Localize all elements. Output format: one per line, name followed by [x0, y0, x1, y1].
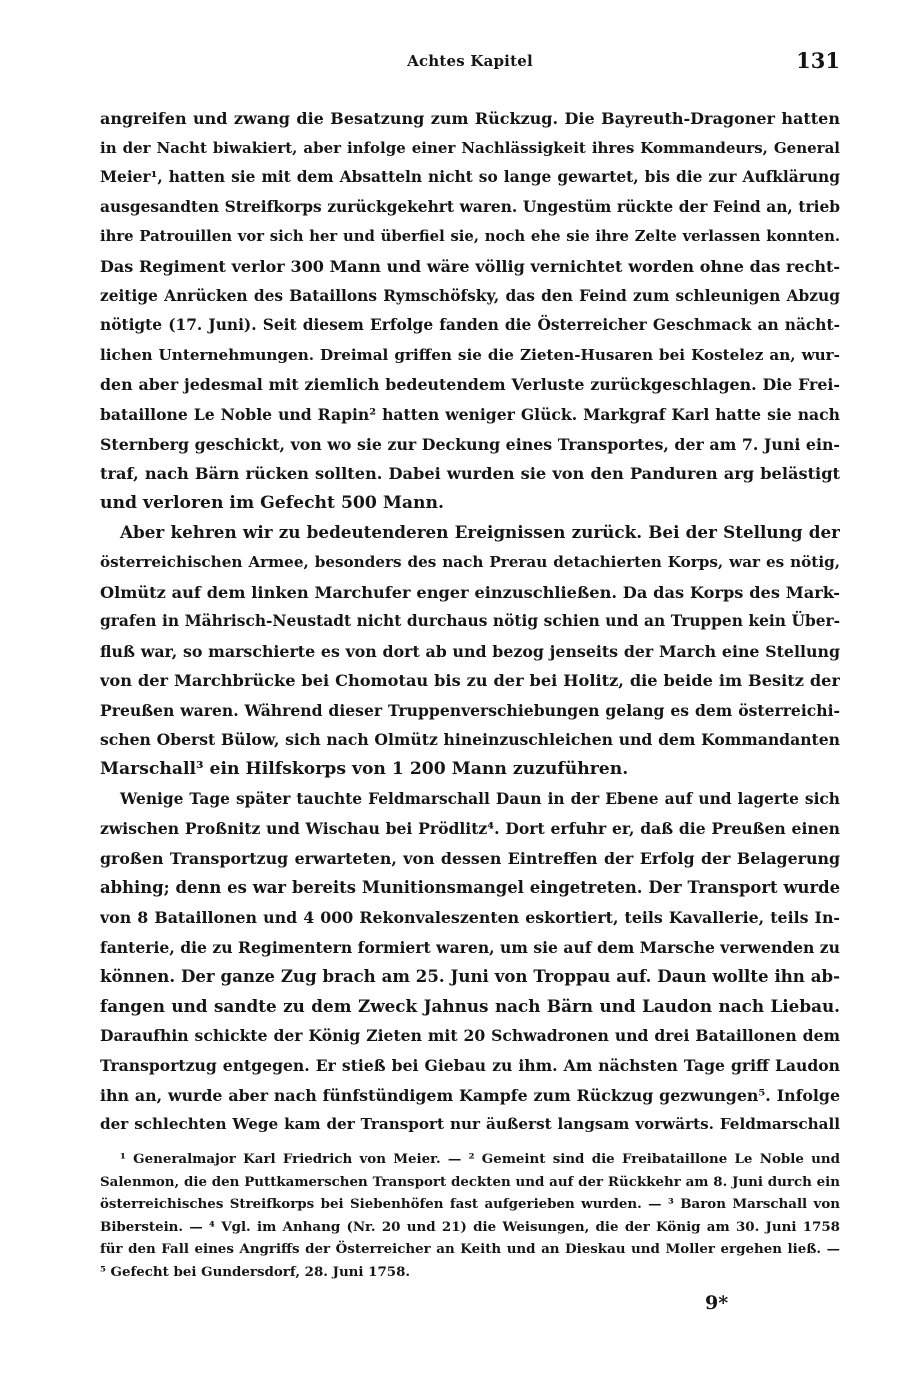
text-line: österreichischen Armee, besonders des nach Prerau detachierten Korps, war es nötig, — [100, 552, 840, 571]
text-line: Preußen waren. Während dieser Truppenverschiebungen gelang es dem österreichi- — [100, 700, 840, 720]
text-line: traf, nach Bärn rücken sollten. Dabei wurden sie von den Panduren arg belästigt — [100, 464, 840, 484]
text-line: Aber kehren wir zu bedeutenderen Ereignissen zurück. Bei der Stellung der — [120, 522, 840, 543]
footnote-line: Biberstein. — ⁴ Vgl. im Anhang (Nr. 20 und 21) die Weisungen, die der König am 30. Juni 1758 — [100, 1218, 840, 1235]
footnotes — [100, 1148, 840, 1284]
footnote-line: ¹ Generalmajor Karl Friedrich von Meier. — ² Gemeint sind die Freibataillone Le Noble und — [120, 1151, 840, 1167]
text-line: schen Oberst Bülow, sich nach Olmütz hineinzuschleichen und dem Kommandanten — [100, 730, 840, 750]
text-line: fanterie, die zu Regimentern formiert waren, um sie auf dem Marsche verwenden zu — [100, 937, 840, 957]
text-line: großen Transportzug erwarteten, von dessen Eintreffen der Erfolg der Belagerung — [100, 848, 840, 868]
text-line: von 8 Bataillonen und 4 000 Rekonvaleszenten eskortiert, teils Kavallerie, teils In- — [100, 908, 840, 928]
text-line: Sternberg geschickt, von wo sie zur Deckung eines Transportes, der am 7. Juni ein- — [100, 434, 840, 454]
text-line: Olmütz auf dem linken Marchufer enger einzuschließen. Da das Korps des Mark- — [100, 582, 840, 602]
text-line: angreifen und zwang die Besatzung zum Rückzug. Die Bayreuth-Dragoner hatten — [100, 109, 840, 128]
text-line: zeitige Anrücken des Bataillons Rymschöfsky, das den Feind zum schleunigen Abzug — [100, 286, 840, 305]
text-line: den aber jedesmal mit ziemlich bedeutendem Verluste zurückgeschlagen. Die Frei- — [100, 375, 840, 395]
text-line: abhing; denn es war bereits Munitionsmangel eingetreten. Der Transport wurde — [100, 878, 840, 898]
text-line: zwischen Proßnitz und Wischau bei Prödlitz⁴. Dort erfuhr er, daß die Preußen einen — [100, 819, 840, 839]
footnote-line: für den Fall eines Angriffs der Österreicher an Keith und an Dieskau und Moller ergehen ließ. — — [100, 1241, 840, 1258]
text-line: Das Regiment verlor 300 Mann und wäre völlig vernichtet worden ohne das recht- — [100, 256, 840, 276]
text-line: Daraufhin schickte der König Zieten mit 20 Schwadronen und drei Bataillonen dem — [100, 1026, 840, 1046]
text-line: fluß war, so marschierte es von dort ab und bezog jenseits der March eine Stellung — [100, 641, 840, 661]
page-number: 131 — [796, 48, 840, 73]
text-line: ihre Patrouillen vor sich her und überfiel sie, noch ehe sie ihre Zelte verlassen konnten. — [100, 228, 840, 246]
text-line: grafen in Mährisch-Neustadt nicht durchaus nötig schien und an Truppen kein Über- — [100, 612, 840, 631]
footnote-line: österreichisches Streifkorps bei Siebenhöfen fast aufgerieben wurden. — ³ Baron Marschall von — [100, 1196, 840, 1213]
printer-signature: 9* — [705, 1292, 729, 1314]
text-line: ihn an, wurde aber nach fünfstündigem Kampfe zum Rückzug gezwungen⁵. Infolge — [100, 1085, 840, 1105]
text-line: nötigte (17. Juni). Seit diesem Erfolge fanden die Österreicher Geschmack an nächt- — [100, 316, 840, 335]
text-line: in der Nacht biwakiert, aber infolge einer Nachlässigkeit ihres Kommandeurs, General — [100, 138, 840, 157]
footnote-line: Salenmon, die den Puttkamerschen Transport deckten und auf der Rückkehr am 8. Juni durch ein — [100, 1173, 840, 1190]
text-line: bataillone Le Noble und Rapin² hatten weniger Glück. Markgraf Karl hatte sie nach — [100, 404, 840, 424]
text-line: Wenige Tage später tauchte Feldmarschall Daun in der Ebene auf und lagerte sich — [120, 789, 840, 808]
text-line: fangen und sandte zu dem Zweck Jahnus nach Bärn und Laudon nach Liebau. — [100, 995, 840, 1016]
text-line: können. Der ganze Zug brach am 25. Juni von Troppau auf. Daun wollte ihn ab- — [100, 966, 840, 987]
text-line: der schlechten Wege kam der Transport nur äußerst langsam vorwärts. Feldmarschall — [100, 1115, 840, 1134]
text-line: Transportzug entgegen. Er stieß bei Giebau zu ihm. Am nächsten Tage griff Laudon — [100, 1056, 840, 1075]
text-line: und verloren im Gefecht 500 Mann. — [100, 492, 444, 513]
page-header — [100, 48, 840, 78]
body-text — [100, 104, 840, 1140]
footnote-line: ⁵ Gefecht bei Gundersdorf, 28. Juni 1758. — [100, 1263, 411, 1280]
text-line: Marschall³ ein Hilfskorps von 1 200 Mann zuzuführen. — [100, 759, 629, 780]
text-line: ausgesandten Streifkorps zurückgekehrt waren. Ungestüm rückte der Feind an, trieb — [100, 197, 840, 216]
text-line: von der Marchbrücke bei Chomotau bis zu der bei Holitz, die beide im Besitz der — [100, 671, 840, 691]
running-head: Achtes Kapitel — [407, 52, 533, 70]
text-line: lichen Unternehmungen. Dreimal griffen sie die Zieten-Husaren bei Kostelez an, wur- — [100, 345, 840, 364]
text-line: Meier¹, hatten sie mit dem Absatteln nicht so lange gewartet, bis die zur Aufklärung — [100, 168, 840, 187]
